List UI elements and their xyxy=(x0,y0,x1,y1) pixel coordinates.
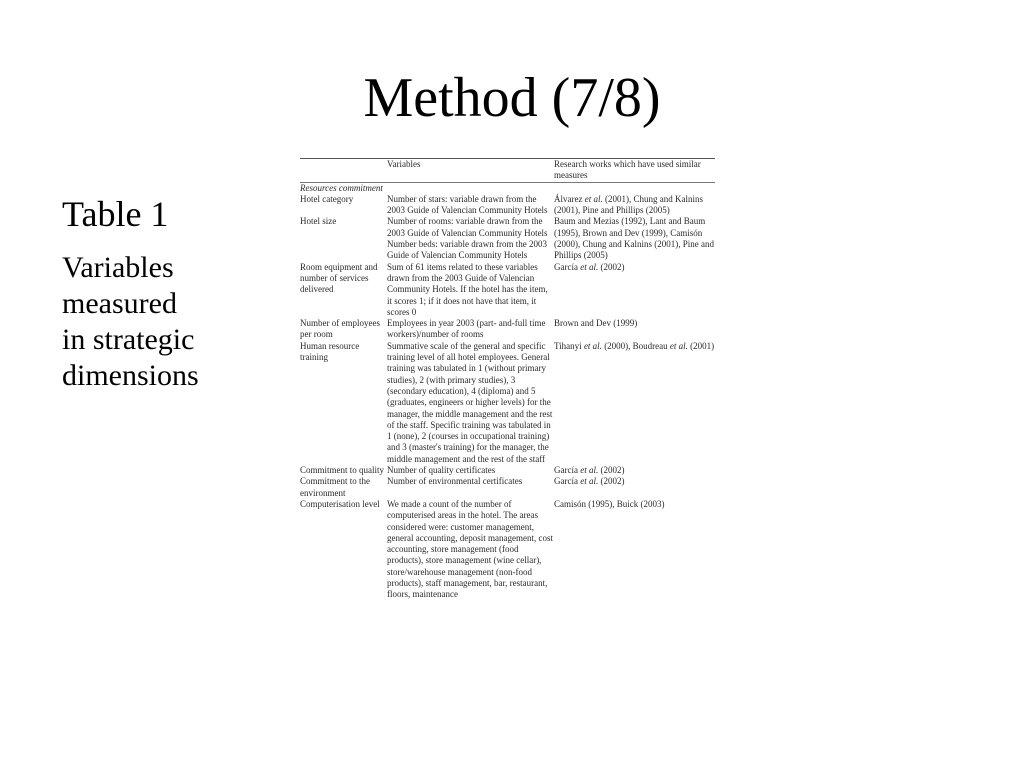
cell-dimension: Commitment to the environment xyxy=(300,476,370,498)
variables-table-grid xyxy=(300,159,715,182)
table-row xyxy=(300,465,715,476)
cell-research: Álvarez et al. (2001), Chung and Kalnins (2001), Pine and Phillips (2005) xyxy=(554,193,703,216)
cell-dimension: Commitment to quality xyxy=(300,465,384,476)
cell-dimension: Room equipment and number of services delivered xyxy=(300,261,378,295)
header-dimension xyxy=(300,159,387,182)
table-label: Table 1 xyxy=(62,194,169,234)
cell-research: Tihanyi et al. (2000), Boudreau et al. (2001) xyxy=(554,340,715,351)
cell-dimension: Hotel category xyxy=(300,193,354,204)
table-row xyxy=(300,262,715,318)
header-research: Research works which have used similar measures xyxy=(554,159,701,181)
cell-variables: Number of stars: variable drawn from the 2003 Guide of Valencian Community Hotels xyxy=(387,193,548,216)
cell-research: Baum and Mezias (1992), Lant and Baum (1995), Brown and Dev (1999), Camisón (2000), Chung and Kalnins (2001), Pine and Phillips (2005) xyxy=(554,216,714,261)
variables-table-body xyxy=(300,183,715,601)
cell-variables: Number of rooms: variable drawn from the 2003 Guide of Valencian Community Hotels Number beds: variable drawn from the 2003 Guide of Valencian Community Hotels xyxy=(387,216,548,261)
variables-table xyxy=(300,158,715,601)
cell-variables: Summative scale of the general and specific training level of all hotel employees. General training was tabulated in 1 (without primary studies), 2 (with primary studies), 3 (secondary education), 4 (diploma) and 5 (graduates, engineers or higher levels) for the manager, the middle management and the rest of the staff. Specific training was tabulated in 1 (none), 2 (courses in occupational training) and 3 (master's training) for the manager, the middle management and the rest of the staff xyxy=(387,340,553,464)
cell-research: Brown and Dev (1999) xyxy=(554,318,638,329)
table-row xyxy=(300,341,715,465)
header-variables: Variables xyxy=(387,159,421,169)
slide-title: Method (7/8) xyxy=(363,67,661,129)
table-section-row xyxy=(300,183,715,194)
cell-variables: We made a count of the number of computerised areas in the hotel. The areas considered were: customer management, general accounting, deposit management, cost accounting, store management (food products), store management (wine cellar), store/warehouse management (non-food products), staff management, bar, restaurant, floors, maintenance xyxy=(387,498,553,600)
table-row xyxy=(300,216,715,261)
cell-research: García et al. (2002) xyxy=(554,261,625,272)
cell-research: García et al. (2002) xyxy=(554,476,625,487)
cell-dimension: Computerisation level xyxy=(300,498,380,509)
cell-research: García et al. (2002) xyxy=(554,465,625,476)
table-row xyxy=(300,476,715,499)
table-row xyxy=(300,499,715,601)
cell-variables: Employees in year 2003 (part- and-full time workers)/number of rooms xyxy=(387,318,546,340)
cell-dimension: Number of employees per room xyxy=(300,318,380,340)
cell-dimension: Human resource training xyxy=(300,340,360,363)
section-label: Resources commitment xyxy=(300,182,383,193)
table-description: Variables measured in strategic dimensions xyxy=(62,251,199,392)
table-header-row xyxy=(300,159,715,182)
cell-dimension: Hotel size xyxy=(300,216,337,227)
table-row xyxy=(300,318,715,341)
cell-research: Camisón (1995), Buick (2003) xyxy=(554,498,665,509)
cell-variables: Number of quality certificates xyxy=(387,465,496,476)
cell-variables: Number of environmental certificates xyxy=(387,476,523,487)
cell-variables: Sum of 61 items related to these variables drawn from the 2003 Guide of Valencian Community Hotels. If the hotel has the item, it scores 1; if it does not have that item, it scores 0 xyxy=(387,261,548,317)
table-row xyxy=(300,194,715,217)
table-caption xyxy=(62,192,282,394)
